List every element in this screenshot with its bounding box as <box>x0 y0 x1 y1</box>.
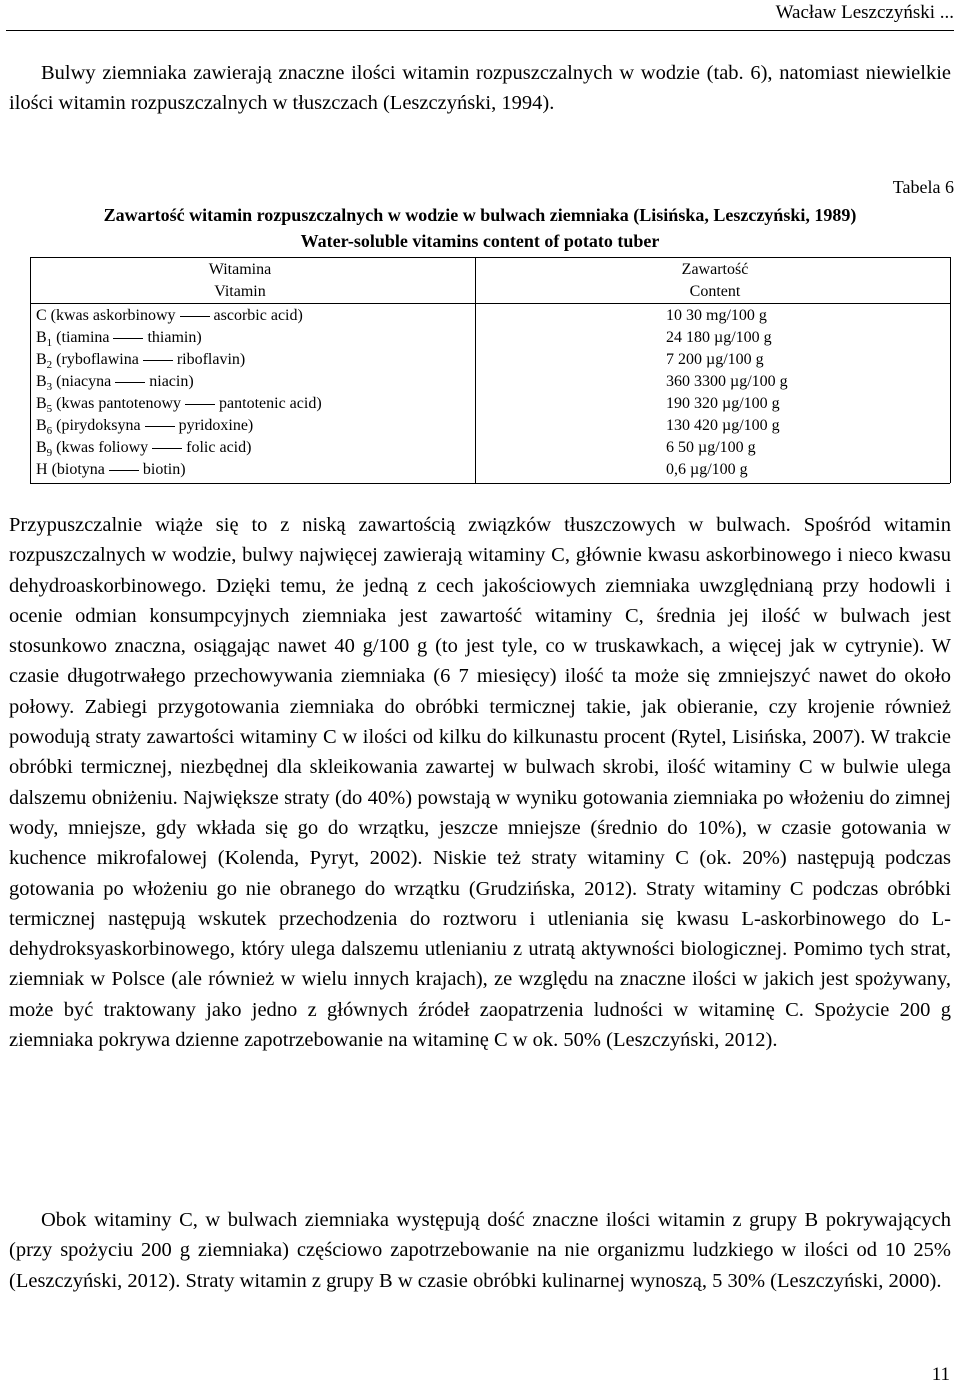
vitamin-name-pl: (kwas pantotenowy <box>52 395 182 412</box>
em-dash <box>113 338 143 339</box>
table-title-en: Water-soluble vitamins content of potato tuber <box>300 231 660 251</box>
vitamin-subscript: 6 <box>46 425 53 438</box>
col-header-vitamin-en: Vitamin <box>214 283 266 300</box>
col-header-vitamin-pl: Witamina <box>208 261 272 278</box>
table-top-rule <box>30 257 950 258</box>
em-dash <box>109 470 139 471</box>
table-cell-content: 130 420 µg/100 g <box>666 417 780 434</box>
vitamin-name-en: riboflavin) <box>176 351 246 368</box>
vitamin-symbol: H <box>36 461 48 478</box>
col-header-content-en: Content <box>689 283 741 300</box>
table-cell-content: 10 30 mg/100 g <box>666 307 767 324</box>
header-rule <box>6 30 954 31</box>
vitamin-subscript: 1 <box>46 337 53 350</box>
vitamin-symbol: B <box>36 351 47 368</box>
em-dash <box>180 316 210 317</box>
vitamin-subscript: 3 <box>46 381 53 394</box>
paragraph-vitamin-b: Obok witaminy C, w bulwach ziemniaka występują dość znaczne ilości witamin z grupy B pokrywających (przy spożyciu 200 g ziemniaka) częściowo zapotrzebowanie na nie organizmu ludzkiego w ilości od 10 25% (Leszczyński, 2012). Straty witamin z grupy B w czasie obróbki kulinarnej wynoszą, 5 30% (Leszczyński, 2000). <box>9 1209 951 1292</box>
vitamin-name-en: pyridoxine) <box>178 417 254 434</box>
table-cell-content: 24 180 µg/100 g <box>666 329 772 346</box>
vitamin-symbol: B <box>36 395 47 412</box>
table-cell-content: 6 50 µg/100 g <box>666 439 756 456</box>
table-cell-content: 7 200 µg/100 g <box>666 351 764 368</box>
em-dash <box>115 382 145 383</box>
table-right-border <box>950 257 951 483</box>
vitamin-subscript: 2 <box>46 359 53 372</box>
col-header-content-pl: Zawartość <box>681 261 749 278</box>
vitamin-symbol: B <box>36 417 47 434</box>
table-cell-content: 0,6 µg/100 g <box>666 461 748 478</box>
em-dash <box>152 448 182 449</box>
vitamin-name-pl: (kwas foliowy <box>52 439 149 456</box>
vitamin-symbol: B <box>36 439 47 456</box>
vitamin-name-pl: (biotyna <box>47 461 105 478</box>
vitamin-name-pl: (pirydoksyna <box>52 417 141 434</box>
page-number: 11 <box>931 1364 950 1385</box>
vitamin-name-pl: (kwas askorbinowy <box>46 307 176 324</box>
table-bottom-rule <box>30 483 950 484</box>
table-cell-vitamin <box>36 305 303 327</box>
table-cell-vitamin <box>36 459 186 481</box>
vitamin-name-pl: (ryboflawina <box>52 351 139 368</box>
vitamin-subscript: 9 <box>46 447 53 460</box>
vitamin-name-en: ascorbic acid) <box>213 307 303 324</box>
paragraph-intro: Bulwy ziemniaka zawierają znaczne ilości witamin rozpuszczalnych w wodzie (tab. 6), natomiast niewielkie ilości witamin rozpuszczalnych w tłuszczach (Leszczyński, 1994). <box>9 62 951 115</box>
table-label: Tabela 6 <box>892 177 954 197</box>
vitamin-symbol: B <box>36 373 47 390</box>
vitamin-name-en: folic acid) <box>186 439 252 456</box>
em-dash <box>145 426 175 427</box>
table-cell-content: 360 3300 µg/100 g <box>666 373 788 390</box>
table-title-pl: Zawartość witamin rozpuszczalnych w wodzie w bulwach ziemniaka (Lisińska, Leszczyński, 1989) <box>103 205 857 225</box>
vitamin-name-en: niacin) <box>149 373 194 390</box>
vitamin-name-pl: (tiamina <box>52 329 110 346</box>
table-head-rule <box>30 303 950 304</box>
em-dash <box>185 404 215 405</box>
vitamin-name-en: thiamin) <box>147 329 202 346</box>
table-column-divider <box>475 257 476 483</box>
running-header: Wacław Leszczyński ... <box>775 2 954 23</box>
vitamin-name-en: biotin) <box>142 461 186 478</box>
paragraph-vitamin-c: Przypuszczalnie wiąże się to z niską zawartością związków tłuszczowych w bulwach. Spośród witamin rozpuszczalnych w wodzie, bulwy najwięcej zawierają witaminy C, głównie kwasu askorbinowego i nieco kwasu dehydroaskorbinowego. Dzięki temu, że jedną z cech jakościowych ziemniaka uwzględnianą przy hodowli i ocenie odmian konsumpcyjnych ziemniaka jest zawartość witaminy C, średnia jej ilość w bulwach jest stosunkowo znaczna, osiągając nawet 40 g/100 g (to jest tyle, co w truskawkach, a więcej jak w cytrynie). W czasie długotrwałego przechowywania ziemniaka (6 7 miesięcy) ilość ta może się zmniejszyć nawet do około połowy. Zabiegi przygotowania ziemniaka do obróbki termicznej takie, jak obieranie, czy krojenie również powodują straty zawartości witaminy C w ilości od kilku do kilkunastu procent (Rytel, Lisińska, 2007). W trakcie obróbki termicznej, niezbędnej dla skleikowania zawartej w bulwach skrobi, ilość witaminy C w bulwie ulega dalszemu obniżeniu. Największe straty (do 40%) powstają w wyniku gotowania ziemniaka po włożeniu do zimnej wody, mniejsze, gdy wkłada się go do wrzątku, jeszcze mniejsze (średnio do 10%), w czasie gotowania w kuchence mikrofalowej (Kolenda, Pyryt, 2002). Niskie też straty witaminy C (ok. 20%) następują podczas gotowania po włożeniu go nie obranego do wrzątku (Grudzińska, 2012). Straty witaminy C podczas obróbki termicznej następują wskutek przechodzenia do roztworu i utleniania się kwasu L-askorbinowego do L-dehydroksyaskorbinowego, który ulega dalszemu utlenianiu z utratą aktywności biologicznej. Pomimo tych strat, ziemniak w Polsce (ale również w wielu innych krajach), ze względu na znaczne ilości w jakich jest spożywany, może być traktowany jako jedno z głównych źródeł zaopatrzenia ludności w witaminę C. Spożycie 200 g ziemniaka pokrywa dzienne zapotrzebowanie na witaminę C w ok. 50% (Leszczyński, 2012). <box>9 514 951 1052</box>
vitamin-subscript: 5 <box>46 403 53 416</box>
vitamin-name-pl: (niacyna <box>52 373 112 390</box>
table-cell-content: 190 320 µg/100 g <box>666 395 780 412</box>
vitamin-symbol: B <box>36 329 47 346</box>
vitamin-name-en: pantotenic acid) <box>219 395 322 412</box>
vitamin-symbol: C <box>36 307 47 324</box>
em-dash <box>143 360 173 361</box>
